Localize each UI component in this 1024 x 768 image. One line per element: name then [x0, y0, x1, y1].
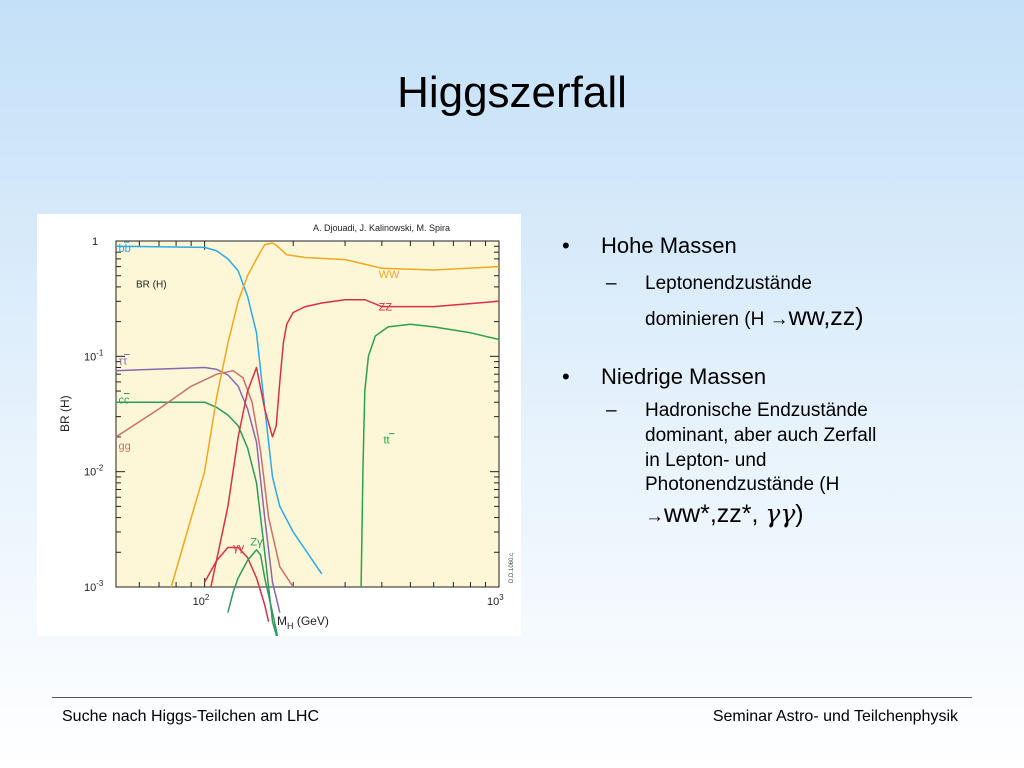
footer-divider — [52, 697, 972, 698]
series-label-ττ: ττ — [118, 355, 128, 368]
footer-right: Seminar Astro- und Teilchenphysik — [712, 708, 958, 725]
sub-bullet-line: dominant, aber auch Zerfall — [645, 425, 877, 447]
bullet-niedrige-massen — [562, 363, 982, 392]
series-label-WW: WW — [378, 268, 400, 281]
sub-bullet-marker: – — [606, 272, 617, 294]
sub-bullet-text: dominieren (H — [645, 309, 770, 331]
decay-products: ww*,zz*, — [664, 500, 766, 529]
sub-bullet-line: in Lepton- und — [645, 449, 767, 471]
closing-paren: ) — [795, 500, 804, 529]
bullet-text: Niedrige Massen — [601, 363, 767, 389]
sub-bullet-line: Photonendzustände (H — [645, 474, 840, 496]
series-label-tt: tt — [383, 434, 390, 447]
sub-bullet-marker: – — [606, 400, 617, 422]
sub-bullet-line: Leptonendzustände — [645, 272, 812, 294]
x-axis-label: $M_H$ (GeV) — [277, 614, 329, 631]
y-tick-label: 1 — [92, 236, 99, 248]
series-label-Zγ: Zγ — [250, 536, 263, 549]
plot-area — [116, 241, 499, 587]
sub-bullet-line: Hadronische Endzustände — [645, 400, 868, 422]
series-label-ZZ: ZZ — [378, 301, 393, 314]
x-tick-label: $10^3$ — [487, 593, 504, 608]
series-label-γγ: γγ — [233, 542, 245, 555]
y-tick-label: $10^{-3}$ — [84, 579, 104, 594]
arrow-symbol: → — [769, 309, 789, 331]
footer-left: Suche nach Higgs-Teilchen am LHC — [62, 708, 320, 725]
series-label-cc: cc — [118, 394, 130, 407]
side-note: D.D.1060.c — [509, 552, 515, 583]
y-tick-label: $10^{-2}$ — [84, 463, 104, 479]
arrow-symbol: → — [645, 506, 664, 528]
sub-bullet-hadronen — [606, 399, 982, 530]
closing-paren: ) — [855, 303, 864, 332]
sub-bullet-body — [645, 399, 876, 530]
credit-text: A. Djouadi, J. Kalinowski, M. Spira — [313, 223, 451, 233]
slide-title: Higgszerfall — [397, 68, 627, 117]
bullet-text: Hohe Massen — [601, 233, 737, 258]
inner-label: BR (H) — [136, 279, 167, 291]
series-label-gg: gg — [118, 440, 131, 453]
series-label-bb: bb — [118, 243, 131, 256]
bullet-marker: • — [562, 233, 570, 258]
bullet-hohe-massen — [562, 232, 982, 261]
sub-bullet-line — [645, 498, 876, 531]
gamma-gamma: γγ — [765, 499, 796, 529]
bullet-list — [562, 232, 982, 531]
sub-bullet-line — [645, 298, 864, 337]
x-tick-label: $10^2$ — [192, 593, 210, 608]
decay-products: ww,zz — [788, 303, 856, 332]
bullet-marker: • — [562, 363, 570, 389]
y-tick-label: $10^{-1}$ — [84, 348, 104, 364]
higgs-branching-ratio-chart — [37, 214, 521, 636]
sub-bullet-body — [645, 269, 864, 337]
sub-bullet-leptonen — [606, 269, 982, 337]
y-axis-label: BR (H) — [58, 395, 72, 432]
chart-svg — [37, 214, 521, 636]
